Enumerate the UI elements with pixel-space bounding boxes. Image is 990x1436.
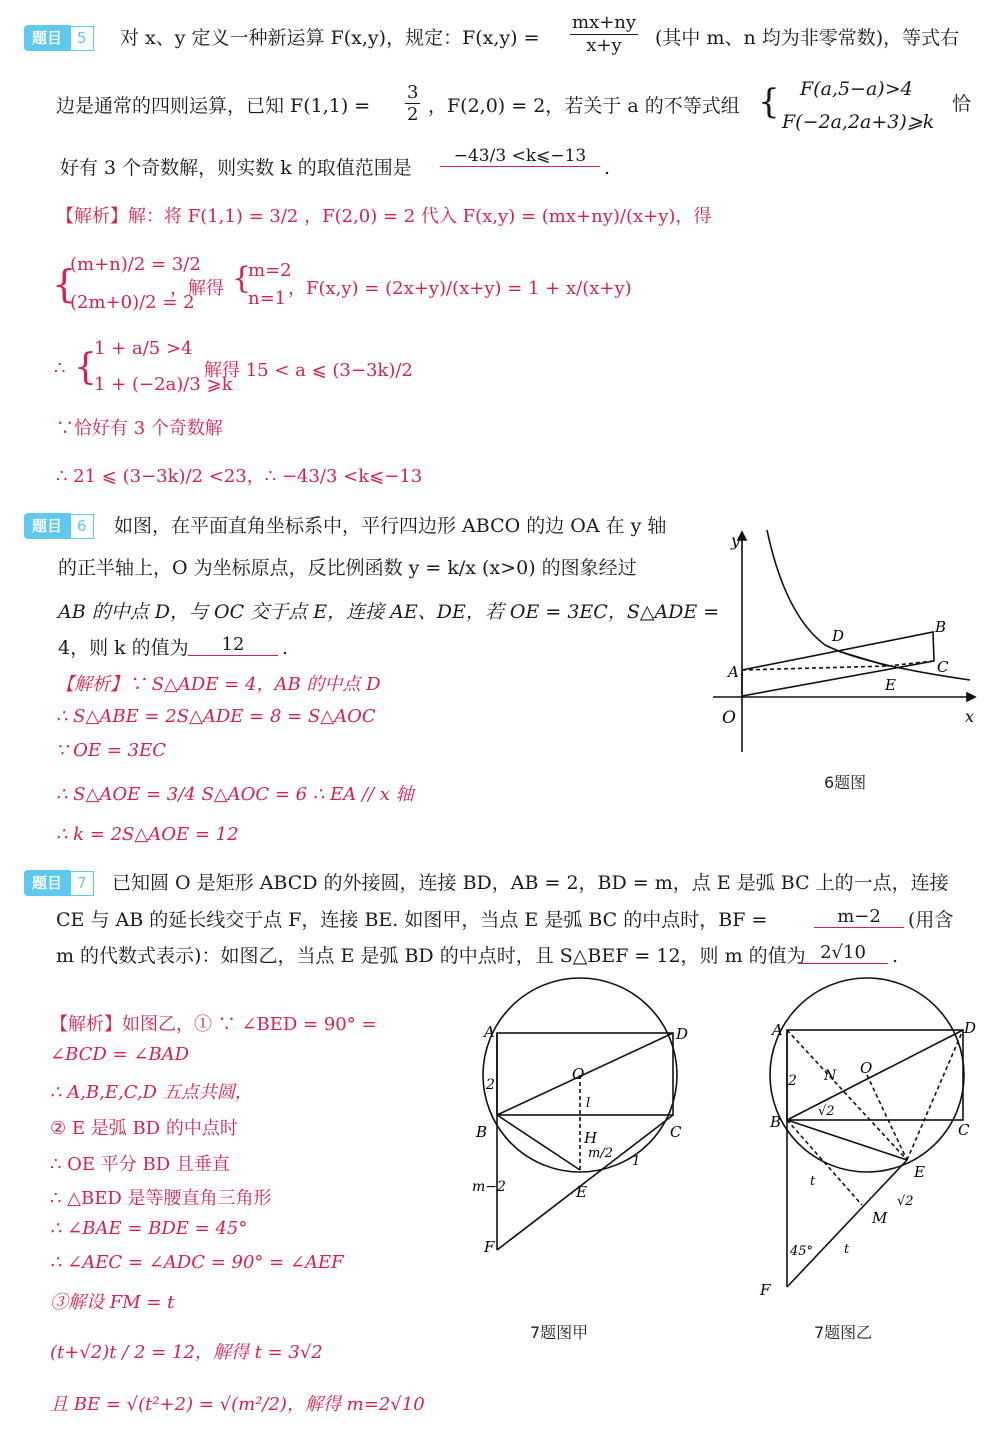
p7-figure-yi — [752, 975, 987, 1295]
p5-solution-3c: 解得 15 < a ⩽ (3−3k)/2 — [204, 360, 413, 381]
fig7a-label-o: O — [572, 1065, 585, 1083]
fig6-label-e: E — [885, 676, 896, 694]
p5-solution-2e: n=1 — [248, 288, 287, 309]
p5-solution-2b: (2m+0)/2 = 2 — [70, 292, 195, 313]
p5-system-line1: F(a,5−a)>4 — [800, 78, 913, 100]
fig7a-label-b: B — [476, 1123, 488, 1141]
p6-solution-4: ∴ S△AOE = 3/4 S△AOC = 6 ∴ EA // x 轴 — [56, 784, 414, 805]
fig7b-label-m: M — [872, 1209, 888, 1227]
fig7a-label-c: C — [670, 1123, 682, 1141]
line-de — [838, 651, 888, 666]
p5-solution-2c: ，解得 — [170, 278, 224, 299]
fig7a-label-a: A — [484, 1023, 495, 1041]
p6-period: . — [282, 637, 289, 659]
p7-solution-5: ∴ OE 平分 BD 且垂直 — [50, 1154, 230, 1175]
fig7b-label-2: 2 — [788, 1073, 797, 1089]
p5-frac1: $\frac{mx+ny}{x+y}$ — [572, 12, 637, 56]
fig7a-label-m-2: m−2 — [472, 1179, 506, 1195]
p7-line2a: CE 与 AB 的延长线交于点 F，连接 BE. 如图甲，当点 E 是弧 BC 的中点时，BF = — [56, 909, 768, 931]
badge-label: 题目 — [24, 25, 70, 51]
p7-solution-4: ② E 是弧 BD 的中点时 — [50, 1118, 238, 1139]
p5-period: . — [604, 157, 611, 179]
p5-solution-2f: ，F(x,y) = (2x+y)/(x+y) = 1 + x/(x+y) — [288, 278, 632, 299]
p5-system-brace: { — [758, 82, 780, 122]
p7-figure-jia-caption: 7题图甲 — [530, 1323, 589, 1342]
p7-solution-9: ③解设 FM = t — [50, 1292, 175, 1313]
fig7b-label-t-b: t — [844, 1242, 850, 1257]
p6-answer: 12 — [188, 634, 278, 656]
line-oe — [867, 1075, 907, 1160]
fig7a-label-m2: m/2 — [588, 1146, 613, 1161]
line-fe — [787, 1160, 907, 1287]
p7-solution-3: ∴ A,B,E,C,D 五点共圆， — [50, 1082, 253, 1103]
fig7b-label-sqrt2-b: √2 — [897, 1194, 914, 1209]
fig7b-label-c: C — [958, 1121, 970, 1139]
fig6-label-x: x — [965, 707, 975, 726]
fig7a-label-1: 1 — [632, 1154, 641, 1169]
p5-therefore: ∴ — [54, 358, 66, 379]
p5-line1a: 对 x、y 定义一种新运算 F(x,y)，规定：F(x,y) = — [120, 27, 540, 49]
fig7b-label-e: E — [914, 1163, 925, 1181]
fig7b-label-d: D — [964, 1019, 977, 1037]
p7-solution-11: 且 BE = √(t²+2) = √(m²/2)，解得 m=2√10 — [50, 1394, 425, 1415]
p6-line4: 4，则 k 的值为 — [58, 637, 189, 659]
line-ed — [907, 1030, 963, 1160]
p5-line2a: 边是通常的四则运算，已知 F(1,1) = — [56, 95, 371, 117]
p7-solution-2: ∠BCD = ∠BAD — [50, 1044, 190, 1065]
p7-answer1: m−2 — [814, 906, 904, 928]
p7-solution-6: ∴ △BED 是等腰直角三角形 — [50, 1188, 272, 1209]
p7-solution-8: ∴ ∠AEC = ∠ADC = 90° = ∠AEF — [50, 1252, 344, 1273]
p5-sol-brace: { — [52, 262, 77, 306]
p5-solution-5: ∴ 21 ⩽ (3−3k)/2 <23，∴ −43/3 <k⩽−13 — [56, 466, 423, 487]
p6-line2: 的正半轴上，O 为坐标原点，反比例函数 y = k/x (x>0) 的图象经过 — [58, 557, 637, 579]
fig7a-label-d: D — [676, 1025, 689, 1043]
line-ae — [742, 666, 888, 670]
fig7a-label-2: 2 — [486, 1077, 495, 1093]
p5-solution-3b: 1 + (−2a)/3 ⩾k — [94, 374, 233, 395]
p6-figure — [705, 520, 985, 760]
p5-answer: −43/3 <k⩽−13 — [440, 146, 600, 167]
p7-figure-jia — [470, 975, 720, 1265]
x-axis-arrow — [967, 693, 975, 701]
p6-line3: AB 的中点 D，与 OC 交于点 E，连接 AE、DE，若 OE = 3EC，S△ADE = — [58, 601, 720, 623]
problem-7-badge — [24, 870, 94, 896]
p5-system-line2: F(−2a,2a+3)⩾k — [782, 111, 935, 133]
line-bd — [497, 1033, 673, 1115]
p6-solution-1: 【解析】∵ S△ADE = 4，AB 的中点 D — [56, 674, 381, 695]
p7-line3a: m 的代数式表示)：如图乙，当点 E 是弧 BD 的中点时，且 S△BEF = 12，则 m 的值为 — [56, 945, 806, 967]
fig7b-label-sqrt2-a: √2 — [818, 1104, 835, 1119]
badge-label: 题目 — [24, 870, 70, 896]
p5-line2b: ，F(2,0) = 2，若关于 a 的不等式组 — [428, 95, 740, 117]
badge-number: 5 — [70, 26, 94, 51]
fig7b-label-a: A — [772, 1021, 783, 1039]
problem-5-badge — [24, 25, 94, 51]
p7-solution-7: ∴ ∠BAE = BDE = 45° — [50, 1218, 248, 1239]
fig7b-label-45: 45° — [790, 1244, 814, 1259]
fig7a-label-f: F — [484, 1238, 495, 1256]
p6-solution-5: ∴ k = 2S△AOE = 12 — [56, 824, 239, 845]
fig7b-label-f: F — [760, 1281, 771, 1295]
p7-line1: 已知圆 O 是矩形 ABCD 的外接圆，连接 BD，AB = 2，BD = m，点 E 是弧 BC 上的一点，连接 — [112, 872, 949, 894]
fig7b-label-o: O — [860, 1059, 873, 1077]
p7-solution-10: (t+√2)t / 2 = 12，解得 t = 3√2 — [50, 1342, 323, 1363]
fig7a-label-e: E — [576, 1183, 587, 1201]
badge-number: 6 — [70, 514, 94, 539]
badge-number: 7 — [70, 871, 94, 896]
fig6-label-d: D — [832, 627, 845, 645]
problem-6-badge — [24, 513, 94, 539]
p5-solution-3a: 1 + a/5 >4 — [94, 338, 193, 359]
p7-line2b: (用含 — [908, 909, 954, 931]
p5-solution-4: ∵恰好有 3 个奇数解 — [56, 418, 223, 439]
p5-sol-brace3: { — [74, 347, 97, 388]
p6-solution-3: ∵ OE = 3EC — [56, 740, 166, 761]
p7-solution-1: 【解析】如图乙，① ∵ ∠BED = 90° = — [50, 1014, 377, 1035]
p5-line3: 好有 3 个奇数解，则实数 k 的取值范围是 — [60, 157, 412, 179]
fig6-label-b: B — [935, 618, 947, 636]
p5-solution-2a: (m+n)/2 = 3/2 — [70, 254, 201, 275]
p5-line1b: (其中 m、n 均为非零常数)，等式右 — [655, 27, 960, 49]
fig6-label-y: y — [731, 531, 741, 550]
line-bd — [787, 1030, 963, 1120]
badge-label: 题目 — [24, 513, 70, 539]
fig6-label-a: A — [728, 663, 739, 681]
fig6-label-c: C — [937, 658, 949, 676]
p5-line2c: 恰 — [952, 93, 972, 115]
p6-figure-caption: 6题图 — [824, 773, 867, 792]
fig7a-label-h: H — [584, 1129, 598, 1147]
p5-solution-1: 【解析】解：将 F(1,1) = 3/2 ，F(2,0) = 2 代入 F(x,y) = (mx+ny)/(x+y)，得 — [56, 206, 712, 227]
p5-sol-brace2: { — [232, 261, 252, 296]
p5-solution-2d: m=2 — [248, 260, 292, 281]
fig7b-label-t-a: t — [810, 1174, 816, 1189]
fig7b-label-n: N — [824, 1068, 837, 1084]
p5-frac2: $\frac{3}{2}$ — [407, 82, 419, 125]
fig6-label-o: O — [722, 708, 736, 728]
p7-figure-yi-caption: 7题图乙 — [814, 1323, 873, 1342]
p6-solution-2: ∴ S△ABE = 2S△ADE = 8 = S△AOC — [56, 706, 376, 727]
p7-period: . — [892, 945, 899, 967]
fig7b-label-b: B — [770, 1113, 782, 1131]
fig7a-label-l: l — [586, 1096, 591, 1111]
p6-line1: 如图，在平面直角坐标系中，平行四边形 ABCO 的边 OA 在 y 轴 — [114, 515, 667, 537]
p7-answer2: 2√10 — [798, 942, 888, 964]
